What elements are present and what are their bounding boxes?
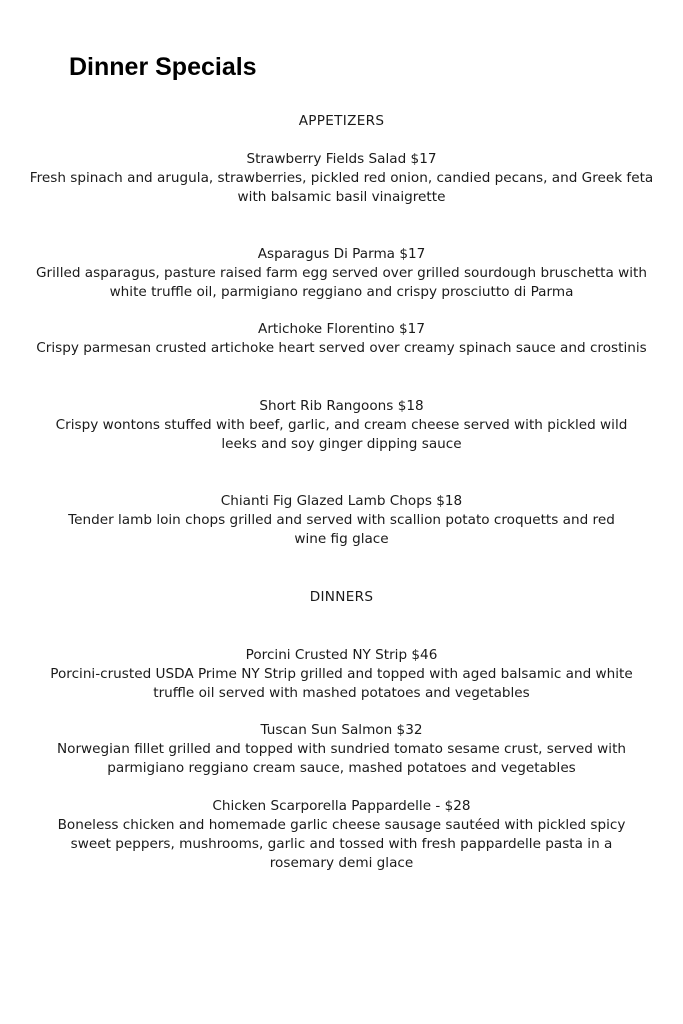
menu-item — [0, 397, 683, 454]
menu-item — [0, 320, 683, 358]
item-name: Asparagus Di Parma $17 — [257, 246, 426, 262]
menu-item — [0, 245, 683, 302]
item-name: Chianti Fig Glazed Lamb Chops $18 — [220, 493, 463, 509]
item-description: Norwegian fillet grilled and topped with sundried tomato sesame crust, served with parmigiano reggiano cream sauce, mashed potatoes and vegetables — [56, 741, 627, 776]
item-name: Artichoke Florentino $17 — [258, 321, 425, 337]
page-title: Dinner Specials — [69, 53, 257, 81]
item-name: Short Rib Rangoons $18 — [259, 398, 424, 414]
item-description: Fresh spinach and arugula, strawberries, pickled red onion, candied pecans, and Greek feta with balsamic basil vinaigrette — [29, 170, 654, 205]
menu-item — [0, 797, 683, 873]
appetizers-heading: APPETIZERS — [298, 113, 385, 129]
item-name: Chicken Scarporella Pappardelle - $28 — [212, 798, 471, 814]
item-description: Porcini-crusted USDA Prime NY Strip grilled and topped with aged balsamic and white truffle oil served with mashed potatoes and vegetables — [50, 666, 633, 701]
item-description: Tender lamb loin chops grilled and served with scallion potato croquetts and red wine fig glace — [68, 512, 615, 547]
menu-item — [0, 150, 683, 207]
item-description: Grilled asparagus, pasture raised farm egg served over grilled sourdough bruschetta with white truffle oil, parmigiano reggiano and crispy prosciutto di Parma — [36, 265, 647, 300]
menu-item — [0, 492, 683, 549]
item-name: Strawberry Fields Salad $17 — [246, 151, 437, 167]
item-name: Porcini Crusted NY Strip $46 — [245, 647, 438, 663]
menu-item — [0, 721, 683, 778]
menu-item — [0, 646, 683, 703]
item-description: Crispy wontons stuffed with beef, garlic, and cream cheese served with pickled wild leeks and soy ginger dipping sauce — [55, 417, 628, 452]
item-description: Boneless chicken and homemade garlic cheese sausage sautéed with pickled spicy sweet peppers, mushrooms, garlic and tossed with fresh pappardelle pasta in a rosemary demi glace — [57, 817, 626, 871]
item-name: Tuscan Sun Salmon $32 — [260, 722, 423, 738]
dinners-heading: DINNERS — [309, 589, 374, 605]
item-description: Crispy parmesan crusted artichoke heart served over creamy spinach sauce and crostinis — [36, 340, 647, 356]
